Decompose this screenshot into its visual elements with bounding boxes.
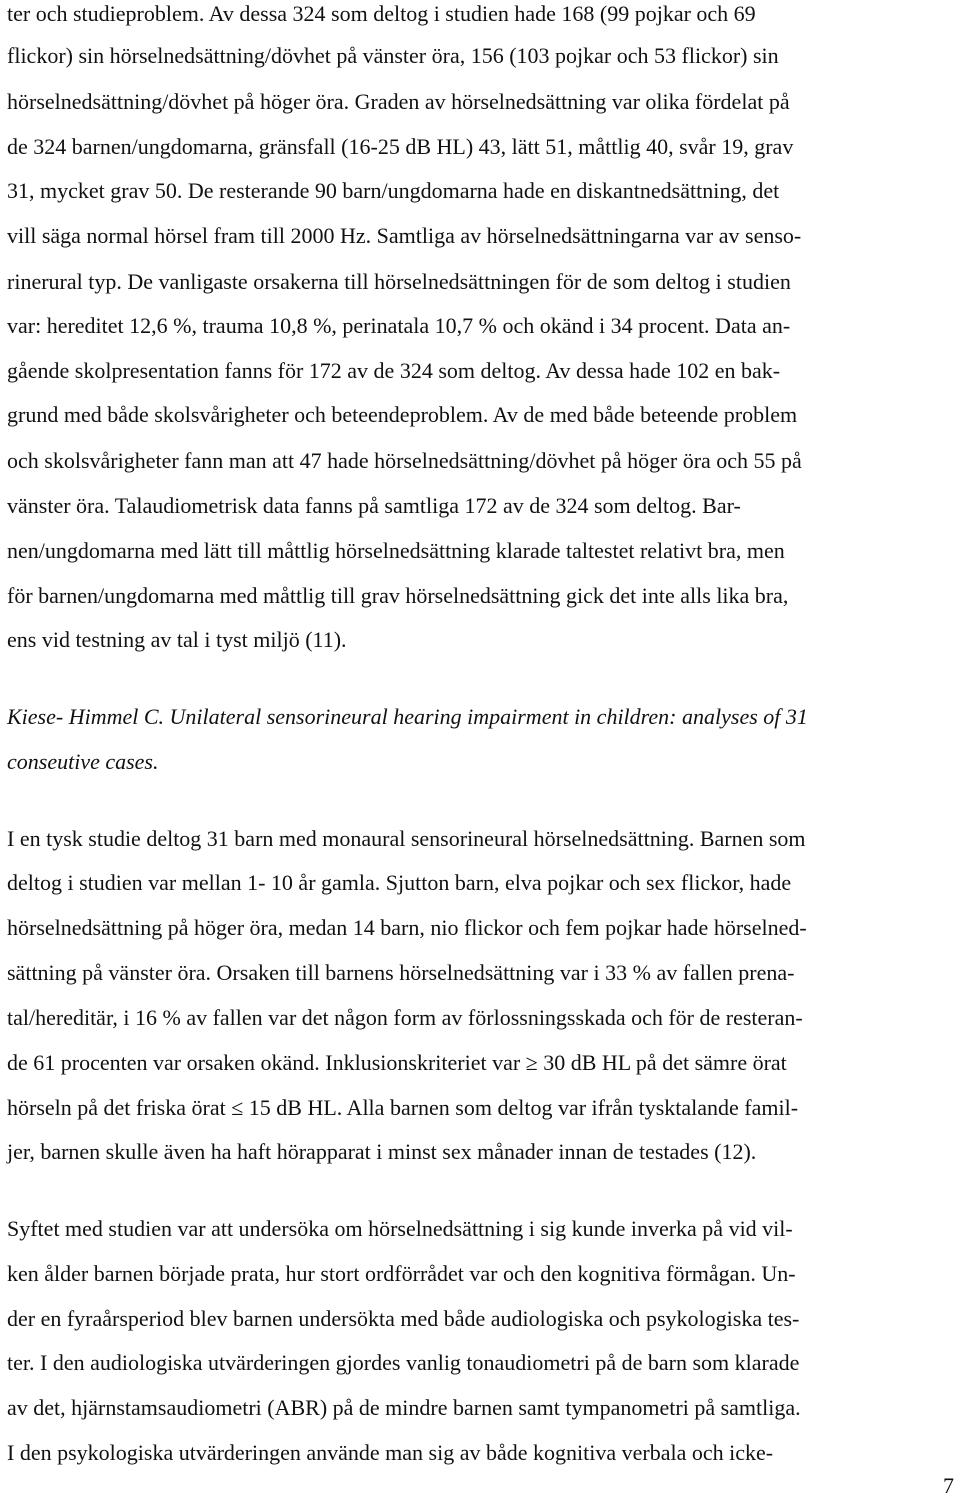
text-line: de 324 barnen/ungdomarna, gränsfall (16-25 dB HL) 43, lätt 51, måttlig 40, svår 19, grav (7, 134, 794, 159)
text-line: ter och studieproblem. Av dessa 324 som deltog i studien hade 168 (99 pojkar och 69 (7, 1, 756, 26)
text-line: grund med både skolsvårigheter och beteendeproblem. Av de med både beteende problem (7, 402, 798, 427)
text-line: och skolsvårigheter fann man att 47 hade hörselnedsättning/dövhet på höger öra och 55 på (7, 448, 802, 473)
text-line: vill säga normal hörsel fram till 2000 Hz. Samtliga av hörselnedsättningarna var av senso- (7, 223, 802, 248)
text-line: deltog i studien var mellan 1- 10 år gamla. Sjutton barn, elva pojkar och sex flickor, hade (7, 870, 792, 895)
text-line: tal/hereditär, i 16 % av fallen var det någon form av förlossningsskada och för de resteran- (7, 1005, 803, 1030)
text-line: der en fyraårsperiod blev barnen undersökta med både audiologiska och psykologiska tes- (7, 1306, 800, 1331)
text-line: ken ålder barnen började prata, hur stort ordförrådet var och den kognitiva förmågan. Un- (7, 1261, 796, 1286)
text-line: nen/ungdomarna med lätt till måttlig hörselnedsättning klarade taltestet relativt bra, men (7, 538, 785, 563)
text-line: Kiese- Himmel C. Unilateral sensorineural hearing impairment in children: analyses of 31 (7, 704, 808, 729)
text-line: gående skolpresentation fanns för 172 av de 324 som deltog. Av dessa hade 102 en bak- (7, 358, 781, 383)
text-line: av det, hjärnstamsaudiometri (ABR) på de mindre barnen samt tympanometri på samtliga. (7, 1395, 801, 1420)
text-line: hörseln på det friska örat ≤ 15 dB HL. Alla barnen som deltog var ifrån tysktalande famil- (7, 1095, 799, 1120)
text-line: I den psykologiska utvärderingen använde man sig av både kognitiva verbala och icke- (7, 1440, 774, 1465)
text-line: ens vid testning av tal i tyst miljö (11). (7, 627, 347, 652)
text-line: ter. I den audiologiska utvärderingen gjordes vanlig tonaudiometri på de barn som klarade (7, 1350, 800, 1375)
text-line: conseutive cases. (7, 749, 159, 774)
text-line: jer, barnen skulle även ha haft hörapparat i minst sex månader innan de testades (12). (7, 1139, 757, 1164)
text-line: för barnen/ungdomarna med måttlig till grav hörselnedsättning gick det inte alls lika bra, (7, 583, 789, 608)
text-line: hörselnedsättning på höger öra, medan 14 barn, nio flickor och fem pojkar hade hörselned- (7, 915, 807, 940)
text-line: sättning på vänster öra. Orsaken till barnens hörselnedsättning var i 33 % av fallen prena- (7, 960, 795, 985)
text-line: rinerural typ. De vanligaste orsakerna till hörselnedsättningen för de som deltog i studien (7, 269, 791, 294)
text-line: Syftet med studien var att undersöka om hörselnedsättning i sig kunde inverka på vid vil- (7, 1216, 793, 1241)
text-line: I en tysk studie deltog 31 barn med monaural sensorineural hörselnedsättning. Barnen som (7, 826, 806, 851)
text-line: vänster öra. Talaudiometrisk data fanns på samtliga 172 av de 324 som deltog. Bar- (7, 493, 741, 518)
text-line: var: hereditet 12,6 %, trauma 10,8 %, perinatala 10,7 % och okänd i 34 procent. Data an- (7, 313, 791, 338)
text-line: hörselnedsättning/dövhet på höger öra. Graden av hörselnedsättning var olika fördelat på (7, 89, 790, 114)
page-number: 7 (943, 1473, 954, 1498)
text-line: flickor) sin hörselnedsättning/dövhet på vänster öra, 156 (103 pojkar och 53 flickor) sin (7, 43, 779, 68)
text-line: de 61 procenten var orsaken okänd. Inklusionskriteriet var ≥ 30 dB HL på det sämre örat (7, 1050, 787, 1075)
text-line: 31, mycket grav 50. De resterande 90 barn/ungdomarna hade en diskantnedsättning, det (7, 178, 780, 203)
